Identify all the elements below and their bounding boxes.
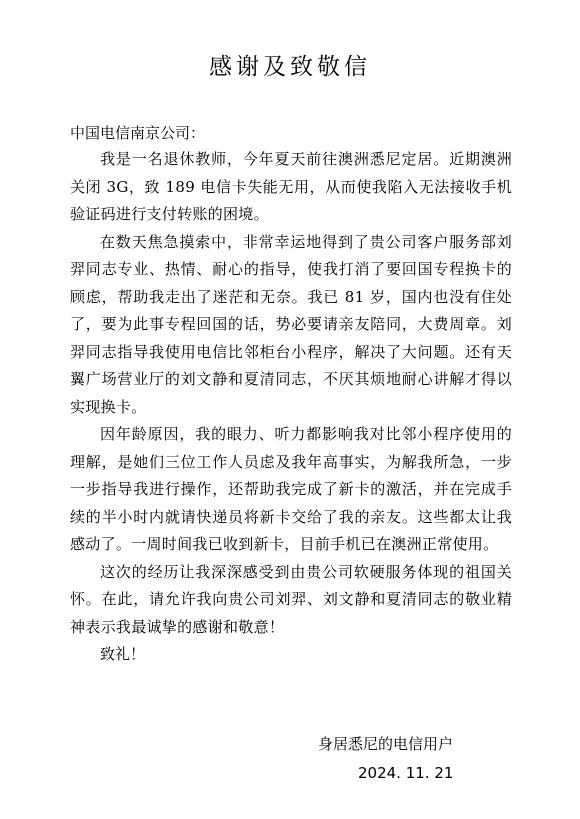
- letter-paragraph: 在数天焦急摸索中，非常幸运地得到了贵公司客户服务部刘羿同志专业、热情、耐心的指导，使我打消了要回国专程换卡的顾虑，帮助我走出了迷茫和无奈。我已 81 岁，国内也没有住处了，要为此事专程回国的话，势必要请亲友陪同，大费周章。刘羿同志指导我使用电信比邻柜台小程序，解决了大问题。还有天翼广场营业厅的刘文静和夏清同志，不厌其烦地耐心讲解才得以实现换卡。: [70, 232, 512, 416]
- letter-closing: 致礼！: [100, 645, 146, 663]
- letter-date: 2024. 11. 21: [358, 764, 454, 782]
- letter-paragraph: 这次的经历让我深深感受到由贵公司软硬服务体现的祖国关怀。在此，请允许我向贵公司刘羿、刘文静和夏清同志的敬业精神表示我最诚挚的感谢和敬意！: [70, 562, 512, 636]
- letter-salutation: 中国电信南京公司：: [70, 124, 206, 142]
- letter-paragraph: 因年龄原因，我的眼力、听力都影响我对比邻小程序使用的理解，是她们三位工作人员虑及我年高事实，为解我所急，一步一步指导我进行操作，还帮助我完成了新卡的激活，并在完成手续的半小时内就请快递员将新卡交给了我的亲友。这些都太让我感动了。一周时间我已收到新卡，目前手机已在澳洲正常使用。: [70, 425, 512, 553]
- letter-body: [70, 146, 512, 669]
- letter-signature: 身居悉尼的电信用户: [318, 735, 454, 753]
- letter-title: 感谢及致敬信: [209, 54, 371, 80]
- letter-paragraph: 我是一名退休教师，今年夏天前往澳洲悉尼定居。近期澳洲关闭 3G，致 189 电信卡失能无用，从而使我陷入无法接收手机验证码进行支付转账的困境。: [70, 150, 512, 223]
